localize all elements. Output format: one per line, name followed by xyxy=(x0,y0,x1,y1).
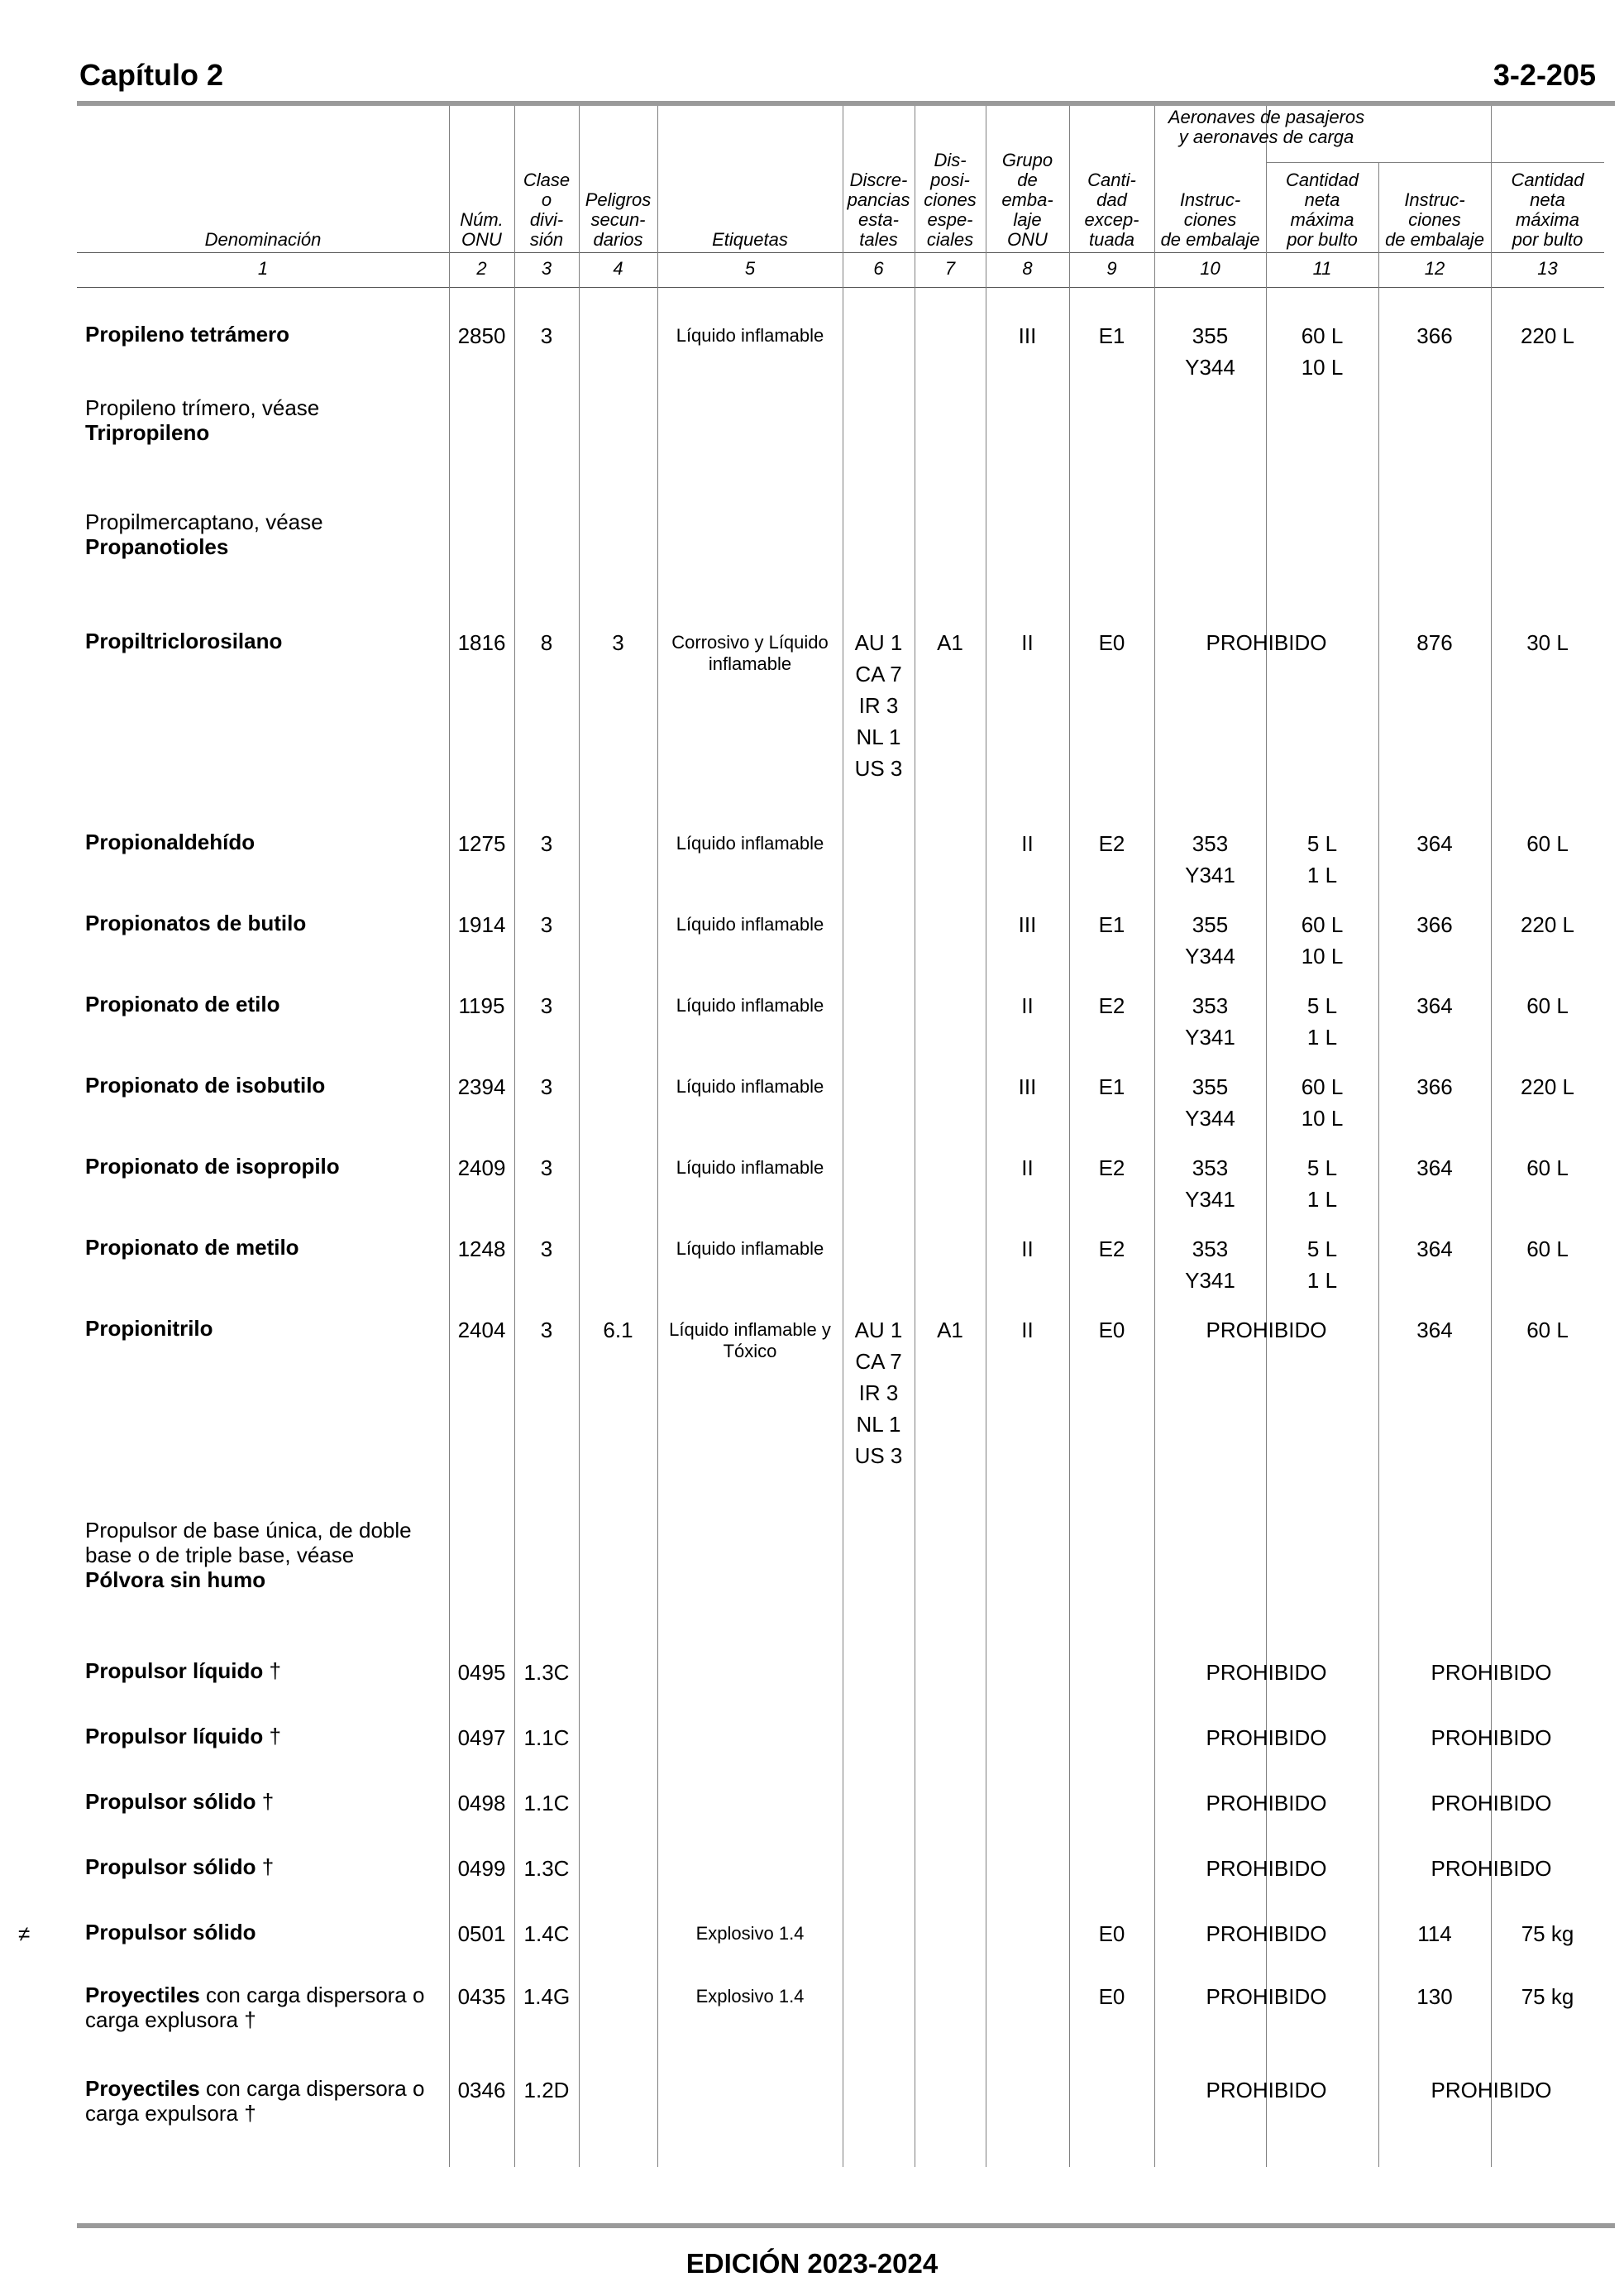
variation-code: NL 1 xyxy=(856,725,901,749)
variation-code: IR 3 xyxy=(858,693,899,718)
state-variations xyxy=(843,1314,915,1471)
header-grupo-embalaje-line: ONU xyxy=(1007,229,1048,250)
un-number: 2404 xyxy=(457,1318,506,1342)
cao-packing-instruction: 364 xyxy=(1416,1236,1453,1261)
variation-code: CA 7 xyxy=(855,1349,902,1374)
hazard-label: Líquido inflamable xyxy=(676,914,824,935)
class-division: 1.1C xyxy=(523,1791,570,1815)
variation-code: US 3 xyxy=(854,1443,903,1468)
pax-max-quantity xyxy=(1266,320,1378,383)
special-provision: A1 xyxy=(937,630,963,655)
substance-name xyxy=(85,1983,441,2032)
hazard-label: Corrosivo y Líquido inflamable xyxy=(671,632,829,674)
un-number: 1248 xyxy=(457,1236,506,1261)
column-number: 10 xyxy=(1200,258,1220,279)
substance-name xyxy=(85,992,441,1016)
un-number: 2409 xyxy=(457,1155,506,1180)
un-number: 1275 xyxy=(457,831,506,856)
hazard-label: Líquido inflamable xyxy=(676,833,824,854)
header-clase-line: sión xyxy=(529,229,564,250)
cao-packing-instruction: 366 xyxy=(1416,323,1453,348)
excepted-quantity: E0 xyxy=(1098,1318,1125,1342)
cao-packing-instruction: 366 xyxy=(1416,912,1453,937)
excepted-quantity: E0 xyxy=(1098,1921,1125,1946)
un-number: 0346 xyxy=(457,2078,506,2102)
name-text: Propilmercaptano, véase xyxy=(85,509,323,534)
pax-packing-instruction xyxy=(1154,828,1266,891)
qty-value: 10 L xyxy=(1301,944,1344,969)
qty-value: 1 L xyxy=(1306,1187,1338,1212)
column-number: 13 xyxy=(1537,258,1558,279)
header-group-pax xyxy=(1154,108,1378,160)
pi-value: Y341 xyxy=(1185,863,1235,887)
header-cantidad-exceptuada-line: excep- xyxy=(1084,209,1139,230)
variation-code: IR 3 xyxy=(858,1380,899,1405)
header-qty-cao-line: máxima xyxy=(1515,209,1579,230)
header-grupo-embalaje-line: Grupo xyxy=(1001,150,1053,170)
substance-name xyxy=(85,2076,441,2126)
header-discrepancias xyxy=(843,106,915,250)
header-group-pax-line: Aeronaves de pasajeros xyxy=(1168,107,1365,127)
pi-value: Y341 xyxy=(1185,1268,1235,1293)
name-bold: Propulsor líquido xyxy=(85,1724,264,1748)
excepted-quantity: E0 xyxy=(1098,1984,1125,2009)
header-disposiciones-line: ciales xyxy=(926,229,974,250)
header-cantidad-exceptuada-line: dad xyxy=(1096,189,1127,210)
header-pi-cao-line: ciones xyxy=(1408,209,1461,230)
header-discrepancias-line: esta- xyxy=(858,209,899,230)
header-peligros-line: darios xyxy=(593,229,643,250)
hazard-label: Líquido inflamable xyxy=(676,1157,824,1178)
substance-name xyxy=(85,1235,441,1260)
un-number: 2394 xyxy=(457,1074,506,1099)
class-division: 1.2D xyxy=(523,2078,570,2102)
header-denominacion xyxy=(77,106,449,250)
cao-prohibited: PROHIBIDO xyxy=(1431,2078,1552,2102)
header-qty-cao-line: por bulto xyxy=(1512,229,1583,250)
substance-name xyxy=(85,1073,441,1098)
header-disposiciones xyxy=(915,106,986,250)
header-clase-line: divi- xyxy=(529,209,564,230)
substance-name xyxy=(85,322,441,347)
hazard-label: Líquido inflamable xyxy=(676,325,824,346)
cao-packing-instruction: 876 xyxy=(1416,630,1453,655)
substance-name xyxy=(85,1518,441,1592)
pax-packing-instruction xyxy=(1154,990,1266,1053)
header-discrepancias-line: tales xyxy=(859,229,898,250)
substance-name xyxy=(85,509,441,559)
name-bold: Propionaldehído xyxy=(85,830,256,854)
name-bold: Propulsor sólido xyxy=(85,1854,256,1879)
un-number: 0499 xyxy=(457,1856,506,1881)
pax-prohibited: PROHIBIDO xyxy=(1206,1660,1327,1685)
packing-group: II xyxy=(1021,831,1034,856)
cao-max-quantity: 60 L xyxy=(1526,831,1569,856)
pi-value: 353 xyxy=(1192,1236,1229,1261)
header-num-onu-line: ONU xyxy=(461,229,502,250)
qty-value: 10 L xyxy=(1301,1106,1344,1131)
name-bold: Propionitrilo xyxy=(85,1316,213,1341)
pi-value: Y344 xyxy=(1185,944,1235,969)
substance-name xyxy=(85,1854,441,1879)
un-number: 2850 xyxy=(457,323,506,348)
column-divider xyxy=(657,106,658,2167)
hazard-label: Explosivo 1.4 xyxy=(695,1986,805,2007)
colnum-divider xyxy=(77,287,1604,288)
cao-prohibited: PROHIBIDO xyxy=(1431,1660,1552,1685)
substance-name xyxy=(85,1789,441,1814)
header-num-onu xyxy=(449,106,514,250)
header-disposiciones-line: ciones xyxy=(924,189,977,210)
packing-group: II xyxy=(1021,1155,1034,1180)
un-number: 0498 xyxy=(457,1791,506,1815)
header-disposiciones-line: espe- xyxy=(927,209,973,230)
page-number: 3-2-205 xyxy=(1493,58,1596,92)
header-group-pax-line: y aeronaves de carga xyxy=(1178,127,1354,147)
column-divider xyxy=(1069,106,1070,2167)
header-qty-pax-line: máxima xyxy=(1290,209,1354,230)
class-division: 1.3C xyxy=(523,1660,570,1685)
header-cantidad-exceptuada-line: Canti- xyxy=(1087,170,1136,190)
header-grupo-embalaje-line: emba- xyxy=(1001,189,1053,210)
pi-value: 353 xyxy=(1192,831,1229,856)
pi-value: 355 xyxy=(1192,912,1229,937)
cao-prohibited: PROHIBIDO xyxy=(1431,1791,1552,1815)
cao-max-quantity: 60 L xyxy=(1526,1236,1569,1261)
cao-packing-instruction: 366 xyxy=(1416,1074,1453,1099)
class-division: 3 xyxy=(540,1155,553,1180)
pi-value: 355 xyxy=(1192,1074,1229,1099)
pax-prohibited: PROHIBIDO xyxy=(1206,2078,1327,2102)
qty-value: 60 L xyxy=(1301,912,1344,937)
pax-packing-instruction xyxy=(1154,1071,1266,1134)
excepted-quantity: E2 xyxy=(1098,831,1125,856)
substance-name xyxy=(85,1316,441,1341)
excepted-quantity: E0 xyxy=(1098,630,1125,655)
header-disposiciones-line: Dis- xyxy=(934,150,967,170)
special-provision: A1 xyxy=(937,1318,963,1342)
name-suffix: con carga dispersora o carga expulsora † xyxy=(85,2076,425,2126)
header-pi-cao-line: de embalaje xyxy=(1385,229,1484,250)
column-number: 2 xyxy=(476,258,487,279)
cao-max-quantity: 60 L xyxy=(1526,993,1569,1018)
pi-value: Y341 xyxy=(1185,1187,1235,1212)
un-number: 0435 xyxy=(457,1984,506,2009)
pi-value: 353 xyxy=(1192,993,1229,1018)
qty-value: 1 L xyxy=(1306,1268,1338,1293)
name-bold: Propionato de isobutilo xyxy=(85,1073,326,1098)
hazard-label: Líquido inflamable xyxy=(676,1076,824,1097)
cao-packing-instruction: 130 xyxy=(1416,1984,1453,2009)
header-clase-line: Clase xyxy=(523,170,571,190)
cao-prohibited: PROHIBIDO xyxy=(1431,1856,1552,1881)
header-discrepancias-line: pancias xyxy=(847,189,910,210)
packing-group: III xyxy=(1018,323,1037,348)
pax-packing-instruction xyxy=(1154,1233,1266,1296)
header-qty-cao-line: Cantidad xyxy=(1511,170,1584,190)
name-bold: Propulsor sólido xyxy=(85,1920,256,1944)
bottom-rule xyxy=(77,2223,1615,2228)
header-peligros xyxy=(579,106,657,250)
header-pi-cao-line: Instruc- xyxy=(1404,189,1465,210)
cao-max-quantity: 75 kg xyxy=(1521,1921,1574,1946)
pax-packing-instruction xyxy=(1154,909,1266,972)
pax-max-quantity xyxy=(1266,828,1378,891)
un-number: 0495 xyxy=(457,1660,506,1685)
name-suffix: † xyxy=(256,1854,275,1879)
class-division: 3 xyxy=(540,1318,553,1342)
substance-name xyxy=(85,629,441,653)
header-pi-pax-line: de embalaje xyxy=(1160,229,1260,250)
excepted-quantity: E1 xyxy=(1098,912,1125,937)
pax-max-quantity xyxy=(1266,1071,1378,1134)
hazard-label: Líquido inflamable xyxy=(676,995,824,1016)
name-bold: Propanotioles xyxy=(85,534,229,559)
un-number: 1195 xyxy=(458,993,505,1018)
cao-packing-instruction: 114 xyxy=(1417,1921,1452,1946)
column-number: 12 xyxy=(1424,258,1445,279)
name-bold: Propulsor sólido xyxy=(85,1789,256,1814)
name-bold: Propileno tetrámero xyxy=(85,322,290,347)
class-division: 1.4G xyxy=(523,1984,571,2009)
qty-value: 60 L xyxy=(1301,1074,1344,1099)
pax-packing-instruction xyxy=(1154,1152,1266,1215)
substance-name xyxy=(85,830,441,854)
cao-max-quantity: 75 kg xyxy=(1521,1984,1574,2009)
state-variations xyxy=(843,627,915,784)
header-discrepancias-line: Discre- xyxy=(849,170,908,190)
column-number: 3 xyxy=(541,258,552,279)
column-divider xyxy=(579,106,580,2167)
header-etiquetas xyxy=(657,106,843,250)
pax-prohibited: PROHIBIDO xyxy=(1206,1984,1327,2009)
cao-packing-instruction: 364 xyxy=(1416,1318,1453,1342)
header-qty-pax-line: neta xyxy=(1304,189,1340,210)
variation-code: US 3 xyxy=(854,756,903,781)
class-division: 3 xyxy=(540,912,553,937)
name-bold: Propionato de metilo xyxy=(85,1235,299,1260)
class-division: 3 xyxy=(540,1236,553,1261)
name-text: Propileno trímero, véase xyxy=(85,395,320,420)
qty-value: 10 L xyxy=(1301,355,1344,380)
hazard-label: Líquido inflamable xyxy=(676,1238,824,1259)
column-number: 8 xyxy=(1022,258,1033,279)
qty-value: 5 L xyxy=(1306,1236,1338,1261)
header-qty-pax-line: por bulto xyxy=(1287,229,1358,250)
class-division: 1.3C xyxy=(523,1856,570,1881)
name-bold: Pólvora sin humo xyxy=(85,1567,266,1592)
packing-group: II xyxy=(1021,1318,1034,1342)
un-number: 0501 xyxy=(457,1921,506,1946)
edition-footer: EDICIÓN 2023-2024 xyxy=(685,2248,939,2279)
pax-prohibited: PROHIBIDO xyxy=(1206,1318,1327,1342)
pi-value: Y341 xyxy=(1185,1025,1235,1050)
variation-code: CA 7 xyxy=(855,662,902,686)
qty-value: 60 L xyxy=(1301,323,1344,348)
excepted-quantity: E1 xyxy=(1098,323,1125,348)
header-pi-pax-line: ciones xyxy=(1183,209,1237,230)
excepted-quantity: E2 xyxy=(1098,1155,1125,1180)
header-cantidad-exceptuada-line: tuada xyxy=(1088,229,1135,250)
pax-prohibited: PROHIBIDO xyxy=(1206,1856,1327,1881)
pax-max-quantity xyxy=(1266,909,1378,972)
packing-group: III xyxy=(1018,912,1037,937)
subsidiary-hazard: 6.1 xyxy=(603,1318,633,1342)
excepted-quantity: E2 xyxy=(1098,993,1125,1018)
name-bold: Tripropileno xyxy=(85,420,210,445)
pax-max-quantity xyxy=(1266,1233,1378,1296)
excepted-quantity: E2 xyxy=(1098,1236,1125,1261)
name-text: Propulsor de base única, de doble base o de triple base, véase xyxy=(85,1518,412,1567)
cao-prohibited: PROHIBIDO xyxy=(1431,1725,1552,1750)
header-peligros-line: secun- xyxy=(590,209,646,230)
qty-value: 5 L xyxy=(1306,1155,1338,1180)
pax-prohibited: PROHIBIDO xyxy=(1206,1921,1327,1946)
pax-prohibited: PROHIBIDO xyxy=(1206,1791,1327,1815)
header-peligros-line: Peligros xyxy=(585,189,652,210)
header-clase-line: o xyxy=(541,189,552,210)
cao-max-quantity: 220 L xyxy=(1520,912,1575,937)
packing-group: II xyxy=(1021,993,1034,1018)
un-number: 1914 xyxy=(457,912,506,937)
pi-value: 355 xyxy=(1192,323,1229,348)
header-cantidad-exceptuada xyxy=(1069,106,1154,250)
header-num-onu-line: Núm. xyxy=(460,209,504,230)
variation-code: AU 1 xyxy=(854,630,903,655)
name-suffix: † xyxy=(263,1658,281,1683)
header-qty-cao-line: neta xyxy=(1530,189,1565,210)
substance-name xyxy=(85,1920,441,1944)
pax-max-quantity xyxy=(1266,1152,1378,1215)
cao-packing-instruction: 364 xyxy=(1416,831,1453,856)
header-divider xyxy=(77,252,1604,253)
class-division: 1.4C xyxy=(523,1921,570,1946)
un-number: 0497 xyxy=(457,1725,506,1750)
hazard-label: Explosivo 1.4 xyxy=(695,1923,805,1944)
class-division: 3 xyxy=(540,993,553,1018)
column-number: 6 xyxy=(873,258,884,279)
un-number: 1816 xyxy=(457,630,506,655)
variation-code: AU 1 xyxy=(854,1318,903,1342)
class-division: 3 xyxy=(540,831,553,856)
header-qty-pax-line: Cantidad xyxy=(1285,170,1359,190)
cao-packing-instruction: 364 xyxy=(1416,1155,1453,1180)
column-number: 9 xyxy=(1106,258,1117,279)
cao-packing-instruction: 364 xyxy=(1416,993,1453,1018)
excepted-quantity: E1 xyxy=(1098,1074,1125,1099)
packing-group: II xyxy=(1021,1236,1034,1261)
pi-value: Y344 xyxy=(1185,1106,1235,1131)
header-denominacion-line: Denominación xyxy=(204,229,322,250)
pi-value: Y344 xyxy=(1185,355,1235,380)
name-suffix: † xyxy=(263,1724,281,1748)
name-suffix: con carga dispersora o carga explusora † xyxy=(85,1983,425,2032)
cao-max-quantity: 220 L xyxy=(1520,1074,1575,1099)
packing-group: III xyxy=(1018,1074,1037,1099)
cao-max-quantity: 60 L xyxy=(1526,1155,1569,1180)
qty-value: 1 L xyxy=(1306,863,1338,887)
name-bold: Propiltriclorosilano xyxy=(85,629,283,653)
variation-code: NL 1 xyxy=(856,1412,901,1437)
packing-group: II xyxy=(1021,630,1034,655)
cao-max-quantity: 60 L xyxy=(1526,1318,1569,1342)
column-number: 5 xyxy=(744,258,756,279)
name-bold: Propionatos de butilo xyxy=(85,911,307,935)
class-division: 1.1C xyxy=(523,1725,570,1750)
substance-name xyxy=(85,1658,441,1683)
pax-packing-instruction xyxy=(1154,320,1266,383)
change-mark: ≠ xyxy=(18,1921,31,1946)
pax-prohibited: PROHIBIDO xyxy=(1206,630,1327,655)
column-number: 4 xyxy=(613,258,623,279)
name-bold: Propulsor líquido xyxy=(85,1658,264,1683)
name-bold: Proyectiles xyxy=(85,1983,200,2007)
name-bold: Propionato de isopropilo xyxy=(85,1154,340,1179)
header-grupo-embalaje-line: de xyxy=(1017,170,1038,190)
hazard-label: Líquido inflamable y Tóxico xyxy=(669,1319,831,1361)
substance-name xyxy=(85,395,441,445)
column-number: 1 xyxy=(257,258,269,279)
name-bold: Proyectiles xyxy=(85,2076,200,2101)
class-division: 8 xyxy=(540,630,553,655)
header-pi-pax-line: Instruc- xyxy=(1179,189,1241,210)
column-number: 7 xyxy=(944,258,956,279)
substance-name xyxy=(85,1724,441,1748)
header-disposiciones-line: posi- xyxy=(930,170,970,190)
qty-value: 5 L xyxy=(1306,831,1338,856)
qty-value: 1 L xyxy=(1306,1025,1338,1050)
substance-name xyxy=(85,911,441,935)
qty-value: 5 L xyxy=(1306,993,1338,1018)
class-division: 3 xyxy=(540,323,553,348)
header-grupo-embalaje xyxy=(986,106,1069,250)
cao-max-quantity: 220 L xyxy=(1520,323,1575,348)
substance-name xyxy=(85,1154,441,1179)
column-number: 11 xyxy=(1312,258,1332,279)
header-clase xyxy=(514,106,579,250)
class-division: 3 xyxy=(540,1074,553,1099)
header-grupo-embalaje-line: laje xyxy=(1013,209,1042,230)
cao-max-quantity: 30 L xyxy=(1526,630,1569,655)
pi-value: 353 xyxy=(1192,1155,1229,1180)
header-group-cao xyxy=(1378,108,1604,160)
header-etiquetas-line: Etiquetas xyxy=(712,229,788,250)
name-suffix: † xyxy=(256,1789,275,1814)
pax-prohibited: PROHIBIDO xyxy=(1206,1725,1327,1750)
pax-max-quantity xyxy=(1266,990,1378,1053)
chapter-title: Capítulo 2 xyxy=(79,58,224,92)
name-bold: Propionato de etilo xyxy=(85,992,280,1016)
subsidiary-hazard: 3 xyxy=(612,630,624,655)
